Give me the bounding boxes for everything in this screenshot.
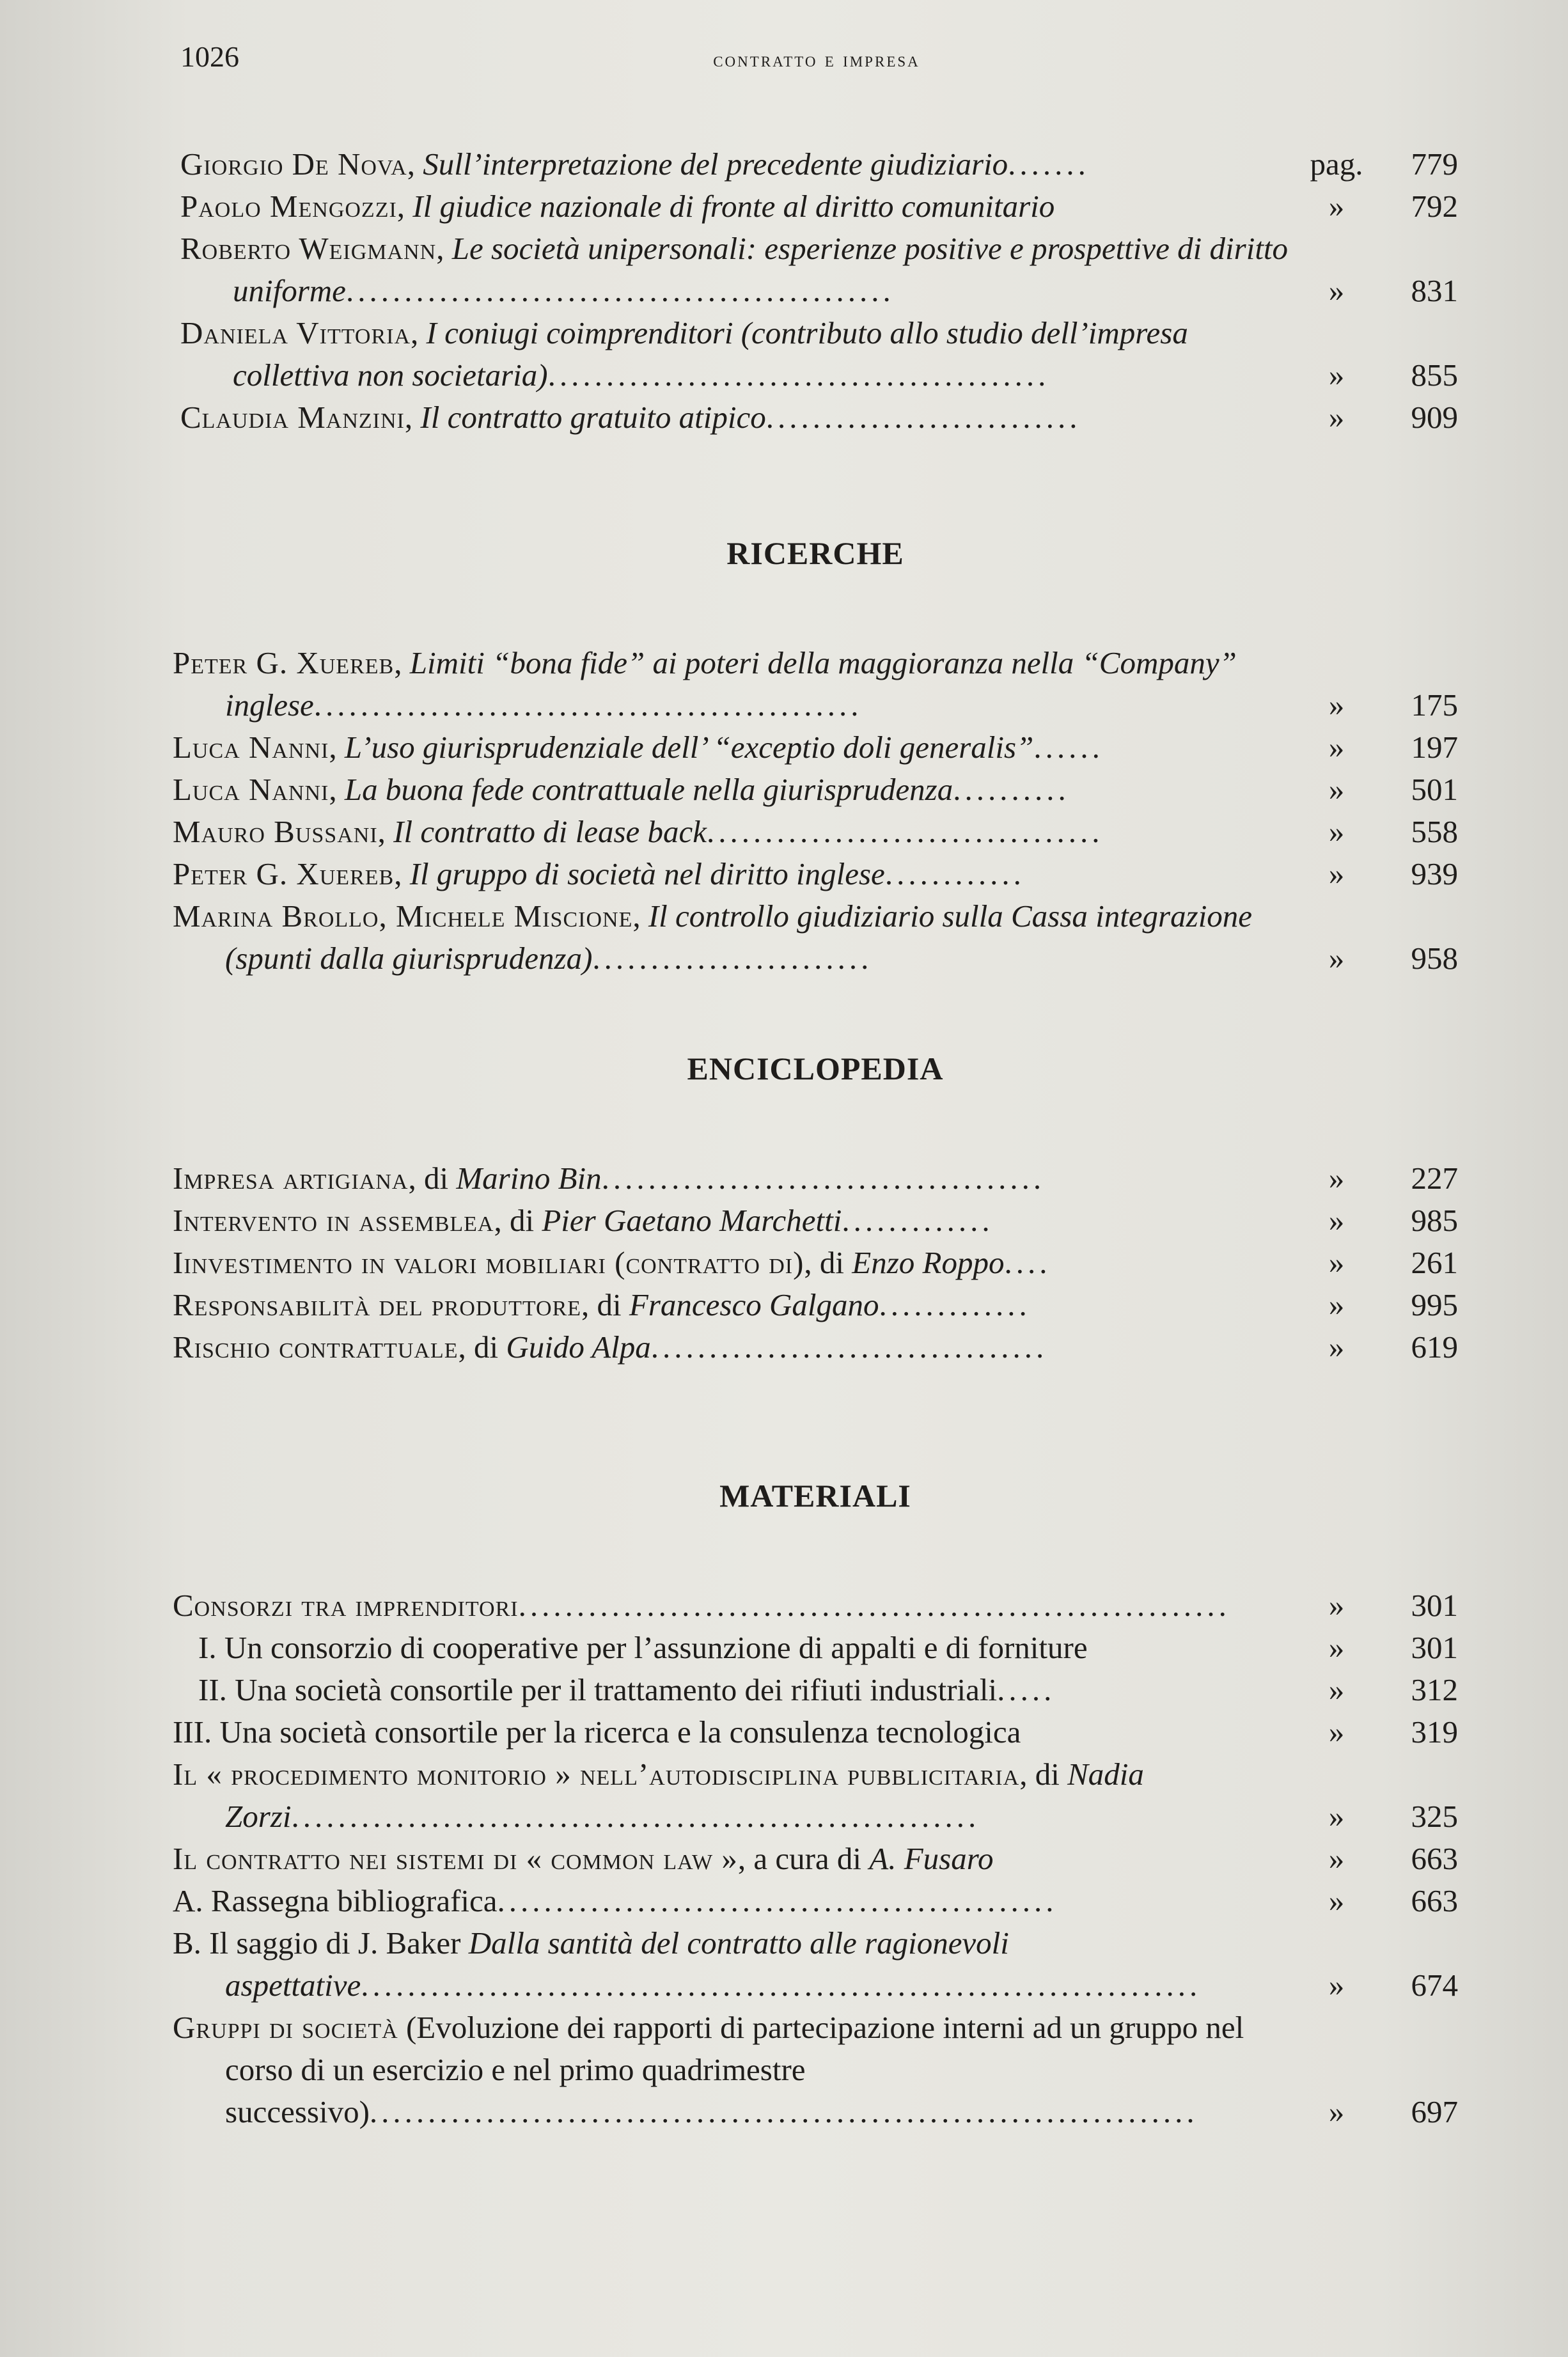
entry-author: A. Fusaro [869,1841,994,1876]
entry-page: 958 [1411,941,1458,976]
entry-topic: Iinvestimento in valori mobiliari (contratto di) [173,1245,804,1280]
top-entries [180,143,1458,439]
entry-topic: Gruppi di società [173,2010,398,2045]
journal-title: contratto e impresa [713,49,920,72]
entry-page: 792 [1411,189,1458,224]
ditto-mark: » [1328,1588,1345,1623]
entry-title: Il controllo giudiziario sulla Cassa integrazione (spunti dalla giurisprudenza) [225,898,1253,976]
toc-subentry [173,1711,1458,1753]
entry-page: 301 [1411,1630,1458,1665]
enciclopedia-entries [173,1157,1458,1368]
entry-page: 663 [1411,1883,1458,1918]
entry-page: 619 [1411,1329,1458,1365]
entry-page: 197 [1411,730,1458,765]
page-number: 1026 [180,40,239,73]
entry-text: (Evoluzione dei rapporti di partecipazione interni ad un gruppo nel corso di un esercizio e nel primo quadrimestre successivo) [225,2010,1244,2129]
ditto-mark: » [1328,400,1345,435]
entry-by: , di [581,1287,629,1322]
ditto-mark: » [1328,772,1345,807]
entry-author: Peter G. Xuereb [173,856,395,891]
leader-dots: ..... [997,1672,1056,1707]
entry-title: L’uso giurisprudenziale dell’ “exceptio doli generalis” [344,730,1034,765]
leader-dots: ........................................................... [291,1799,980,1834]
running-head [180,40,1453,84]
entry-author: Marina Brollo, Michele Miscione [173,898,633,934]
entry-page: 697 [1411,2094,1458,2129]
entry-page: 909 [1411,400,1458,435]
entry-author: Guido Alpa [506,1329,651,1365]
entry-author: Daniela Vittoria [180,315,411,350]
entry-page: 939 [1411,856,1458,891]
leader-dots: ............................................... [345,273,895,308]
toc-entry [173,1200,1458,1242]
entry-title: Il contratto gratuito atipico [420,400,766,435]
toc-entry [173,1284,1458,1326]
toc-entry: Roberto Weigmann, Le società unipersonali: esperienze positive e prospettive di diritto uniforme............................................... » 831 [180,228,1458,312]
leader-dots: ................................................ [497,1883,1058,1918]
leader-dots: ............................................... [313,687,863,723]
entry-page: 325 [1411,1799,1458,1834]
entry-author: Nadia Zorzi [225,1757,1144,1834]
ditto-mark: » [1328,273,1345,308]
entry-page: 558 [1411,814,1458,849]
ditto-mark: » [1328,1883,1345,1918]
toc-entry [173,1326,1458,1368]
ditto-mark: » [1328,1630,1345,1665]
entry-topic: Consorzi tra imprenditori [173,1588,519,1623]
entry-page: 855 [1411,357,1458,393]
entry-author: Enzo Roppo [852,1245,1005,1280]
subentry-text: Una società consortile per il trattamento dei rifiuti industriali [235,1672,998,1707]
toc-entry: Paolo Mengozzi, Il giudice nazionale di fronte al diritto comunitario » 792 [180,185,1458,228]
entry-page: 175 [1411,687,1458,723]
entry-page: 995 [1411,1287,1458,1322]
leader-dots: ........................ [592,941,873,976]
entry-page: 663 [1411,1841,1458,1876]
entry-author: Francesco Galgano [629,1287,879,1322]
entry-page: 227 [1411,1161,1458,1196]
entry-topic: Il « procedimento monitorio » nell’autodisciplina pubblicitaria [173,1757,1020,1792]
ditto-mark: » [1328,1841,1345,1876]
ditto-mark: » [1328,1245,1345,1280]
entry-page: 501 [1411,772,1458,807]
entry-author: Peter G. Xuereb [173,645,395,680]
leader-dots: .................................. [707,814,1104,849]
entry-topic: Il contratto nei sistemi di « common law » [173,1841,738,1876]
ditto-mark: » [1328,730,1345,765]
section-heading-enciclopedia: ENCICLOPEDIA [687,1051,944,1086]
toc-entry: Peter G. Xuereb, Limiti “bona fide” ai poteri della maggioranza nella “Company” inglese............................................... » 175 [173,642,1458,726]
leader-dots: ........................................... [547,357,1050,393]
page-prefix: pag. [1310,146,1363,182]
toc-subentry [173,1922,1458,2007]
leader-dots: ............. [842,1203,994,1238]
leader-dots: ...................................... [601,1161,1046,1196]
ditto-mark: » [1328,1714,1345,1750]
leader-dots: .... [1004,1245,1051,1280]
entry-by: , di [494,1203,542,1238]
toc-entry [173,1838,1458,1880]
entry-topic: Intervento in assemblea [173,1203,494,1238]
toc-entry: Peter G. Xuereb, Il gruppo di società nel diritto inglese............ » 939 [173,853,1458,895]
ditto-mark: » [1328,1329,1345,1365]
leader-dots: ............ [884,856,1025,891]
entry-title: Il gruppo di società nel diritto inglese [409,856,885,891]
entry-by: , di [1019,1757,1068,1792]
leader-dots: ....... [1008,146,1090,182]
entry-by: , a cura di [737,1841,870,1876]
toc-entry: Luca Nanni, La buona fede contrattuale nella giurisprudenza.......... » 501 [173,769,1458,811]
entry-page: 831 [1411,273,1458,308]
toc-entry [173,2007,1458,2133]
entry-author: Marino Bin [456,1161,602,1196]
entry-page: 301 [1411,1588,1458,1623]
toc-entry [173,1585,1458,1627]
entry-author: Luca Nanni [173,772,329,807]
entry-author: Giorgio De Nova [180,146,407,182]
subentry-title: Dalla santità del contratto alle ragionevoli aspettative [225,1925,1009,2003]
leader-dots: ....................................................................... [369,2094,1198,2129]
section-heading-ricerche: RICERCHE [726,535,904,571]
entry-page: 312 [1411,1672,1458,1707]
leader-dots: .......... [953,772,1070,807]
ditto-mark: » [1328,941,1345,976]
leader-dots: ............................................................. [518,1588,1230,1623]
entry-page: 674 [1411,1968,1458,2003]
toc-subentry [173,1669,1458,1711]
subentry-text: Un consorzio di cooperative per l’assunzione di appalti e di forniture [224,1630,1088,1665]
toc-entry: Mauro Bussani, Il contratto di lease back.................................. » 558 [173,811,1458,853]
toc-entry [173,1753,1458,1838]
ditto-mark: » [1328,189,1345,224]
leader-dots: ...... [1033,730,1104,765]
entry-by: , di [804,1245,852,1280]
entry-title: Il contratto di lease back [393,814,707,849]
subentry-text: B. Il saggio di J. Baker [173,1925,469,1961]
ditto-mark: » [1328,1161,1345,1196]
materiali-entries [173,1585,1458,2133]
ditto-mark: » [1328,1799,1345,1834]
subentry-number: III. [173,1714,212,1750]
subentry-text: A. Rassegna bibliografica [173,1883,498,1918]
toc-subentry [173,1880,1458,1922]
subentry-text: Una società consortile per la ricerca e la consulenza tecnologica [219,1714,1021,1750]
entry-page: 779 [1411,146,1458,182]
ricerche-entries [173,642,1458,980]
ditto-mark: » [1328,687,1345,723]
entry-author: Roberto Weigmann [180,231,437,266]
ditto-mark: » [1328,856,1345,891]
section-heading-materiali: MATERIALI [719,1478,911,1514]
toc-entry [173,1157,1458,1200]
entry-topic: Impresa artigiana [173,1161,409,1196]
entry-author: Mauro Bussani [173,814,378,849]
ditto-mark: » [1328,1287,1345,1322]
entry-author: Pier Gaetano Marchetti [542,1203,842,1238]
entry-page: 261 [1411,1245,1458,1280]
entry-title: La buona fede contrattuale nella giurisprudenza [344,772,953,807]
entry-topic: Responsabilità del produttore [173,1287,582,1322]
entry-title: Il giudice nazionale di fronte al diritto comunitario [412,189,1055,224]
ditto-mark: » [1328,1203,1345,1238]
table-of-contents [173,143,1458,2133]
toc-entry: Claudia Manzini, Il contratto gratuito atipico........................... » 909 [180,396,1458,439]
entry-title: I coniugi coimprenditori (contributo allo studio dell’impresa collettiva non societaria) [233,315,1188,393]
entry-by: , di [458,1329,506,1365]
toc-entry: Luca Nanni, L’uso giurisprudenziale dell’ “exceptio doli generalis”...... » 197 [173,726,1458,769]
leader-dots: .................................. [650,1329,1048,1365]
ditto-mark: » [1328,814,1345,849]
entry-title: Le società unipersonali: esperienze positive e prospettive di diritto uniforme [233,231,1289,308]
entry-author: Claudia Manzini [180,400,405,435]
subentry-number: II. [198,1672,227,1707]
ditto-mark: » [1328,1672,1345,1707]
entry-title: Limiti “bona fide” ai poteri della maggioranza nella “Company” inglese [225,645,1237,723]
entry-topic: Rischio contrattuale [173,1329,459,1365]
ditto-mark: » [1328,2094,1345,2129]
entry-author: Paolo Mengozzi [180,189,397,224]
entry-page: 985 [1411,1203,1458,1238]
toc-entry: Marina Brollo, Michele Miscione, Il controllo giudiziario sulla Cassa integrazione (spunti dalla giurisprudenza)........................ » 958 [173,895,1458,980]
ditto-mark: » [1328,357,1345,393]
entry-title: Sull’interpretazione del precedente giudiziario [423,146,1008,182]
toc-subentry [173,1627,1458,1669]
leader-dots: ........................................................................ [361,1968,1202,2003]
entry-author: Luca Nanni [173,730,329,765]
toc-entry: Daniela Vittoria, I coniugi coimprenditori (contributo allo studio dell’impresa collettiva non societaria)........................................... » 855 [180,312,1458,396]
toc-entry: Giorgio De Nova, Sull’interpretazione del precedente giudiziario....... pag. 779 [180,143,1458,185]
entry-by: , di [408,1161,457,1196]
leader-dots: ............. [879,1287,1031,1322]
toc-entry [173,1242,1458,1284]
subentry-number: I. [198,1630,217,1665]
leader-dots: ........................... [765,400,1081,435]
entry-page: 319 [1411,1714,1458,1750]
ditto-mark: » [1328,1968,1345,2003]
